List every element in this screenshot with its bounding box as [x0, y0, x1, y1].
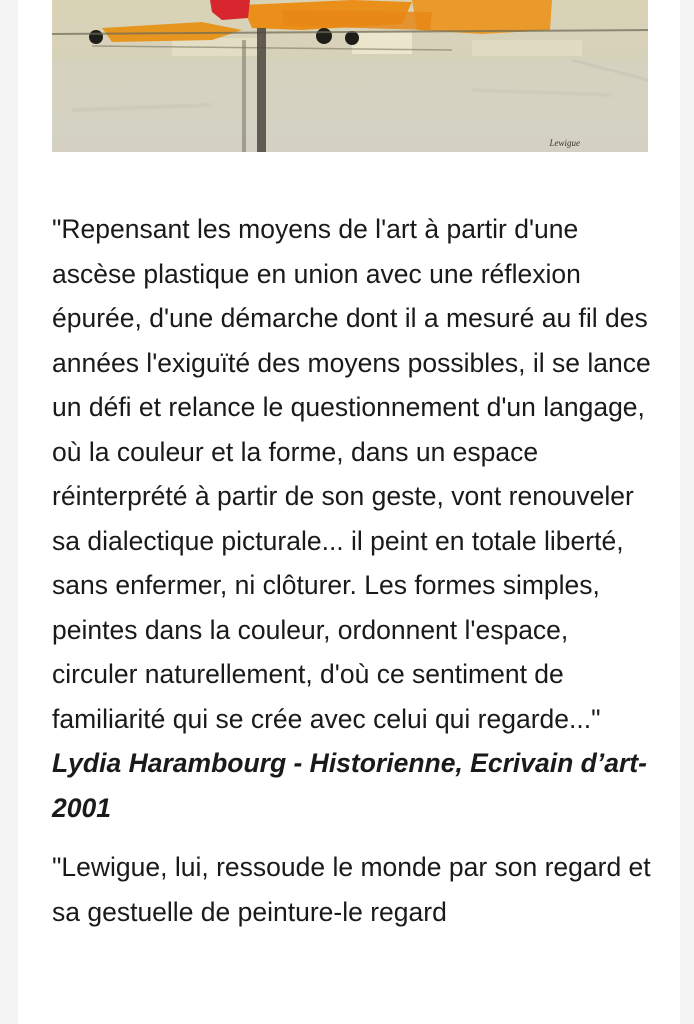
painting-image [52, 0, 648, 152]
quote-text-2: "Lewigue, lui, ressoude le monde par son regard et sa gestuelle de peinture-le regard [52, 852, 651, 927]
quote-paragraph-1 [52, 207, 652, 830]
quote-attribution: Lydia Harambourg - Historienne, Ecrivain d’art-2001 [52, 748, 647, 823]
painting-signature: Lewigue [549, 138, 580, 148]
article-card [18, 0, 680, 1024]
quote-paragraph-2 [52, 845, 652, 934]
quote-text: "Repensant les moyens de l'art à partir d'une ascèse plastique en union avec une réflexion épurée, d'une démarche dont il a mesuré au fil des années l'exiguïté des moyens possibles, il se lance un défi et relance le questionnement d'un langage, où la couleur et la forme, dans un espace réinterprété à partir de son geste, vont renouveler sa dialectique picturale... il peint en totale liberté, sans enfermer, ni clôturer. Les formes simples, peintes dans la couleur, ordonnent l'espace, circuler naturellement, d'où ce sentiment de familiarité qui se crée avec celui qui regarde..." [52, 214, 651, 734]
article-body [52, 207, 652, 949]
